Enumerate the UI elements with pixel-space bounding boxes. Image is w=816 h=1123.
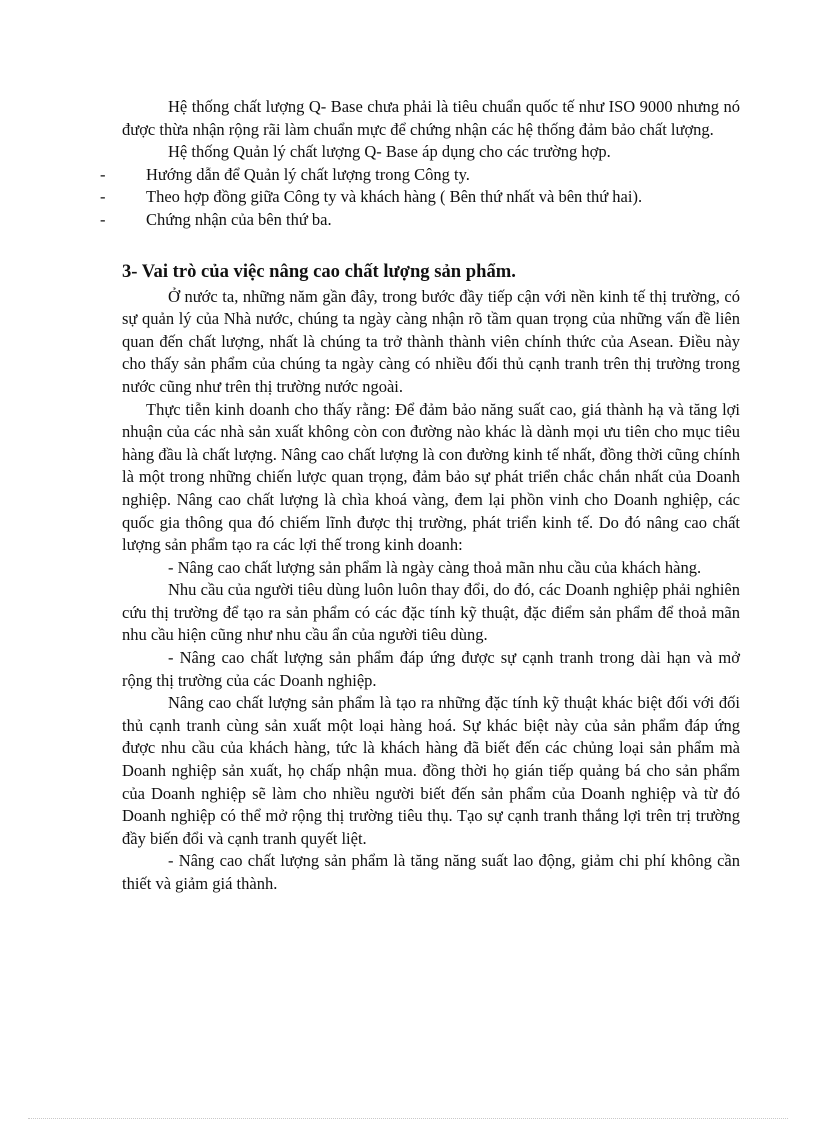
intro-paragraph-2: Hệ thống Quản lý chất lượng Q- Base áp dụng cho các trường hợp. xyxy=(168,142,611,162)
body-paragraph: - Nâng cao chất lượng sản phẩm là ngày càng thoả mãn nhu cầu của khách hàng. xyxy=(168,557,702,577)
bullet-text: Theo hợp đồng giữa Công ty và khách hàng ( Bên thứ nhất và bên thứ hai). xyxy=(146,187,643,207)
body-paragraph: - Nâng cao chất lượng sản phẩm đáp ứng được sự cạnh tranh trong dài hạn và mở rộng thị trường của các Doanh nghiệp. xyxy=(122,648,740,690)
document-page xyxy=(100,96,740,896)
bullet-item xyxy=(100,164,740,187)
bullet-text: Hướng dẫn để Quản lý chất lượng trong Công ty. xyxy=(146,164,470,184)
bullet-item xyxy=(100,209,740,232)
bullet-list xyxy=(100,164,740,232)
bullet-item xyxy=(100,186,740,209)
body-paragraph: - Nâng cao chất lượng sản phẩm là tăng năng suất lao động, giảm chi phí không cần thiết và giảm giá thành. xyxy=(122,851,740,893)
dash-marker: - xyxy=(100,187,106,207)
body-paragraph: Nâng cao chất lượng sản phẩm là tạo ra những đặc tính kỹ thuật khác biệt đối với đối thủ cạnh tranh cùng sản xuất một loại hàng hoá. Sự khác biệt này của sản phẩm đáp ứng được nhu cầu của khách hàng, tức là khách hàng đã biết đến các chủng loại sản phẩm mà Doanh nghiệp sản xuất, họ chấp nhận mua. đồng thời họ gián tiếp quảng bá cho sản phẩm của Doanh nghiệp sẽ làm cho nhiều người biết đến sản phẩm của Doanh nghiệp và từ đó Doanh nghiệp có thể mở rộng thị trường tiêu thụ. Tạo sự cạnh tranh thắng lợi trên trị trường đầy biến đổi và cạnh tranh quyết liệt. xyxy=(122,693,740,848)
body-paragraph: Ở nước ta, những năm gần đây, trong bước đầy tiếp cận với nền kinh tế thị trường, có sự quản lý của Nhà nước, chúng ta ngày càng nhận rõ tầm quan trọng của những vấn đề liên quan đến chất lượng, nhất là chúng ta trở thành thành viên chính thức của Asean. Điều này cho thấy sản phẩm của chúng ta ngày càng có nhiều đối thủ cạnh tranh trên thị trường trong nước cũng như trên thị trường nước ngoài. xyxy=(122,286,740,396)
section-heading: 3- Vai trò của việc nâng cao chất lượng sản phẩm. xyxy=(122,260,516,282)
bullet-text: Chứng nhận của bên thứ ba. xyxy=(146,209,332,229)
body-paragraph: Thực tiễn kinh doanh cho thấy rằng: Để đảm bảo năng suất cao, giá thành hạ và tăng lợi nhuận của các nhà sản xuất không còn con đường nào khác là dành mọi ưu tiên cho mục tiêu hàng đầu là chất lượng. Nâng cao chất lượng là con đường kinh tế nhất, đồng thời cũng chính là một trong những chiến lược quan trọng, đảm bảo sự phát triển chắc chắn nhất của Doanh nghiệp. Nâng cao chất lượng là chìa khoá vàng, đem lại phồn vinh cho Doanh nghiệp, các quốc gia thông qua đó chiếm lĩnh được thị trường, phát triển kinh tế. Do đó nâng cao chất lượng sản phẩm tạo ra các lợi thế trong kinh doanh: xyxy=(122,399,740,555)
dash-marker: - xyxy=(100,209,106,229)
intro-paragraph-1: Hệ thống chất lượng Q- Base chưa phải là tiêu chuẩn quốc tế như ISO 9000 nhưng nó được thừa nhận rộng rãi làm chuẩn mực để chứng nhận các hệ thống đảm bảo chất lượng. xyxy=(122,97,740,139)
body-paragraph: Nhu cầu của người tiêu dùng luôn luôn thay đổi, do đó, các Doanh nghiệp phải nghiên cứu thị trường để tạo ra sản phẩm có các đặc tính kỹ thuật, đặc điểm sản phẩm để thoả mãn nhu cầu hiện cũng như nhu cầu ẩn của người tiêu dùng. xyxy=(122,580,740,645)
dash-marker: - xyxy=(100,164,106,184)
page-bottom-divider xyxy=(28,1118,788,1119)
